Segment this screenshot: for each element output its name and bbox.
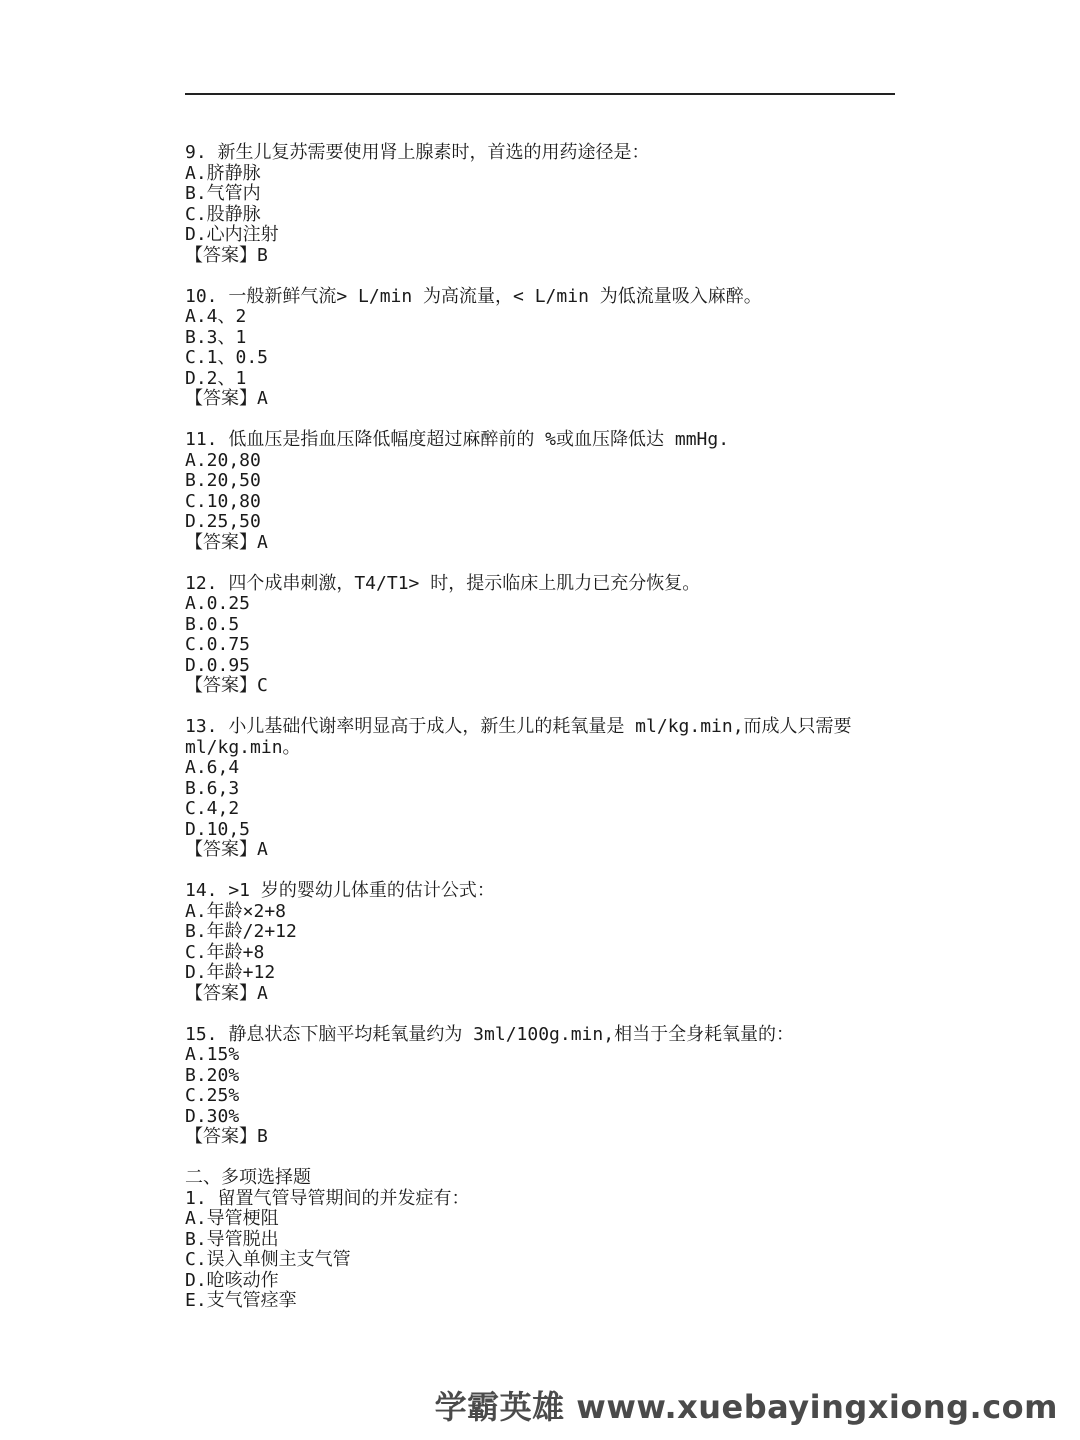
option-d: D.0.95 [185, 654, 251, 676]
question-stem: 14. >1 岁的婴幼儿体重的估计公式： [185, 880, 495, 901]
question-15 [185, 1025, 897, 1148]
option-a: A.导管梗阻 [185, 1208, 279, 1229]
header-rule [185, 93, 895, 95]
answer: 【答案】A [185, 839, 268, 860]
option-d: D.10,5 [185, 818, 251, 840]
option-a: A.20,80 [185, 449, 261, 471]
option-c: C.0.75 [185, 634, 251, 655]
question-stem: 1. 留置气管导管期间的并发症有： [185, 1187, 470, 1209]
option-a: A.年龄×2+8 [185, 900, 287, 922]
question-stem: 15. 静息状态下脑平均耗氧量约为 3ml/100g.min,相当于全身耗氧量的： [185, 1023, 795, 1045]
option-d: D.呛咳动作 [185, 1269, 279, 1291]
question-11 [185, 430, 897, 553]
question-14 [185, 881, 897, 1004]
option-d: D.年龄+12 [185, 962, 276, 983]
option-b: B.20% [185, 1064, 240, 1086]
option-c: C.4,2 [185, 798, 240, 819]
option-c: C.10,80 [185, 490, 261, 512]
option-c: C.股静脉 [185, 203, 261, 225]
option-b: B.气管内 [185, 183, 261, 204]
answer: 【答案】C [185, 675, 268, 696]
question-stem: 9. 新生儿复苏需要使用肾上腺素时，首选的用药途径是： [185, 142, 650, 163]
option-a: A.4、2 [185, 306, 247, 327]
answer: 【答案】A [185, 982, 268, 1004]
option-b: B.3、1 [185, 326, 247, 348]
option-d: D.25,50 [185, 511, 261, 532]
option-a: A.6,4 [185, 757, 240, 778]
option-d: D.2、1 [185, 367, 247, 389]
option-a: A.0.25 [185, 593, 251, 614]
question-stem: 12. 四个成串刺激，T4/T1> 时，提示临床上肌力已充分恢复。 [185, 572, 701, 594]
answer: 【答案】A [185, 388, 268, 409]
question-13 [185, 717, 897, 861]
answer: 【答案】B [185, 1126, 268, 1147]
option-b: B.0.5 [185, 613, 240, 635]
option-a: A.脐静脉 [185, 162, 261, 184]
question-12 [185, 574, 897, 697]
option-c: C.25% [185, 1085, 240, 1106]
site-watermark: 学霸英雄 www.xuebayingxiong.com [434, 1388, 1058, 1426]
option-d: D.心内注射 [185, 224, 279, 245]
section-title: 二、多项选择题 [185, 1167, 311, 1188]
option-c: C.1、0.5 [185, 347, 269, 368]
option-b: B.6,3 [185, 777, 240, 799]
question-9 [185, 143, 897, 266]
question-10 [185, 287, 897, 410]
option-b: B.导管脱出 [185, 1228, 279, 1250]
option-b: B.年龄/2+12 [185, 921, 297, 942]
option-c: C.误入单侧主支气管 [185, 1249, 351, 1270]
answer: 【答案】B [185, 244, 268, 266]
multi-choice-section [185, 1168, 897, 1312]
question-stem: 10. 一般新鲜气流> L/min 为高流量，< L/min 为低流量吸入麻醉。 [185, 285, 762, 307]
question-stem: 13. 小儿基础代谢率明显高于成人，新生儿的耗氧量是 ml/kg.min,而成人只需要 ml/kg.min。 [185, 716, 852, 758]
question-stem: 11. 低血压是指血压降低幅度超过麻醉前的 %或血压降低达 mmHg. [185, 429, 730, 450]
document-body [185, 143, 897, 1312]
option-e: E.支气管痉挛 [185, 1290, 297, 1311]
option-b: B.20,50 [185, 470, 261, 491]
option-a: A.15% [185, 1044, 240, 1065]
answer: 【答案】A [185, 531, 268, 553]
option-d: D.30% [185, 1105, 240, 1127]
option-c: C.年龄+8 [185, 941, 265, 963]
